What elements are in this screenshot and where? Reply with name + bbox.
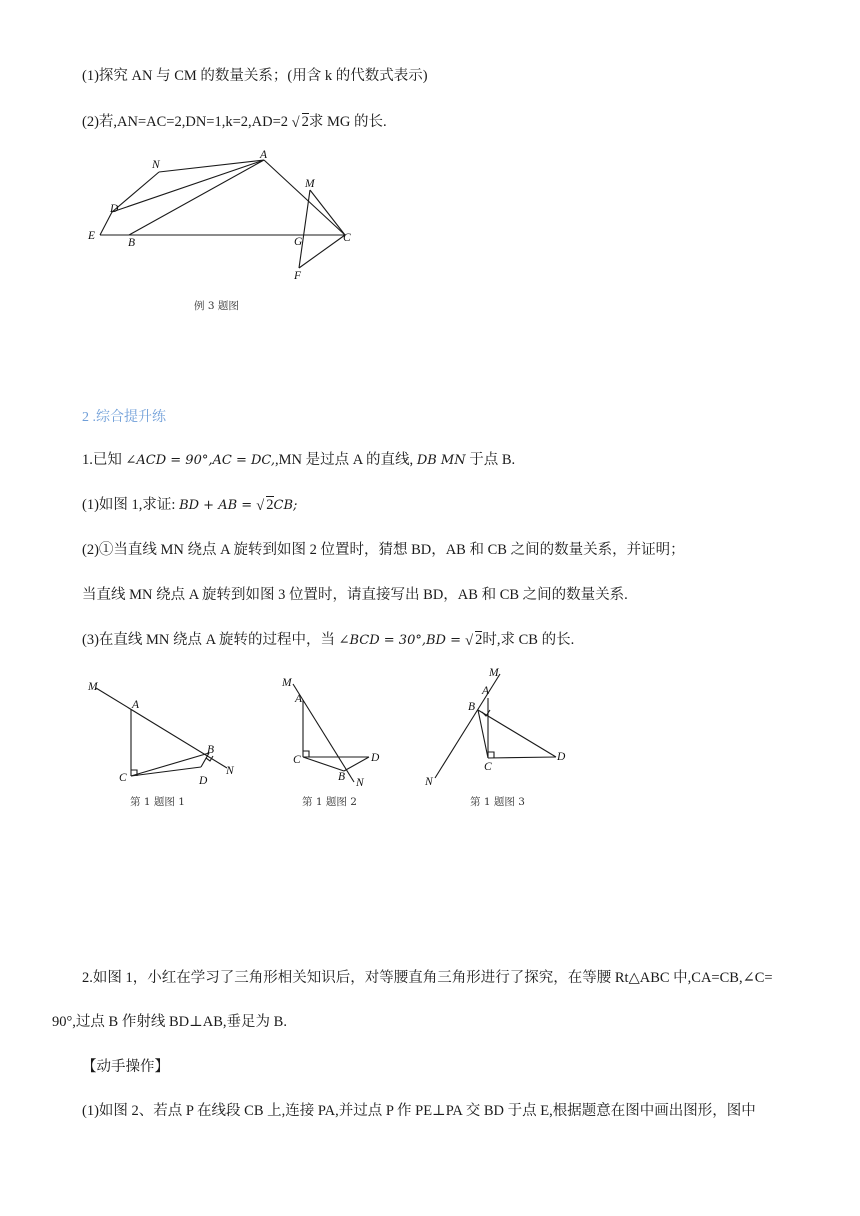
label-A: A <box>132 699 140 711</box>
label-N: N <box>425 776 433 788</box>
figure-1-caption: 第 1 题图 1 <box>130 796 185 808</box>
seg-CB <box>303 757 344 771</box>
p3-sqrt: √ 2 <box>465 632 482 648</box>
label-B: B <box>468 701 476 713</box>
q1-mid: ,MN 是过点 A 的直线, <box>275 452 417 468</box>
seg-CD <box>488 757 556 758</box>
question-1-part-1 <box>82 495 297 516</box>
label-G: G <box>294 236 303 248</box>
question-2-section-label: 【动手操作】 <box>82 1059 169 1075</box>
label-N: N <box>356 777 364 789</box>
figure-3-caption: 第 1 题图 3 <box>470 796 525 808</box>
label-C: C <box>119 772 127 784</box>
p1-math: BD + AB = <box>179 498 257 513</box>
label-D: D <box>371 752 380 764</box>
question-1-stem <box>82 450 515 471</box>
seg-BC <box>478 710 488 758</box>
seg-CD <box>131 767 201 776</box>
seg-MC <box>310 190 345 235</box>
q1-math2: DB MN <box>416 453 466 468</box>
figure-2-caption: 第 1 题图 2 <box>302 796 357 808</box>
seg-MF <box>299 190 310 268</box>
right-angle-mark-b <box>482 710 490 716</box>
example-3-figure <box>82 148 372 318</box>
label-D: D <box>199 775 208 787</box>
figure-1 <box>82 668 242 813</box>
seg-DA <box>112 160 264 212</box>
question-1-part-2: (2)①当直线 MN 绕点 A 旋转到如图 2 位置时，猜想 BD，AB 和 CB 之间的数量关系，并证明； <box>82 542 685 558</box>
section-heading: 2 .综合提升练 <box>82 410 166 425</box>
sqrt-expression: √ 2 <box>292 114 309 130</box>
part-2-end: 求 MG 的长. <box>308 114 387 130</box>
seg-CB <box>131 753 209 776</box>
p3-end: 时,求 CB 的长. <box>482 632 575 648</box>
label-B: B <box>128 237 136 249</box>
label-N: N <box>226 765 234 777</box>
q1-math: ∠ACD = 90°,AC = DC, <box>125 453 276 468</box>
seg-BA <box>129 160 264 235</box>
p1-math2: CB; <box>273 498 298 513</box>
figure-2 <box>276 668 406 813</box>
q1-pre: 1.已知 <box>82 452 126 468</box>
label-D: D <box>110 203 119 215</box>
p3-math: ∠BCD = 30°,BD = <box>338 633 466 648</box>
question-part-2 <box>82 112 387 132</box>
p1-pre: (1)如图 1,求证: <box>82 497 180 513</box>
label-C: C <box>484 761 492 773</box>
label-B: B <box>207 744 215 756</box>
label-E: E <box>88 230 96 242</box>
line-MN <box>293 684 354 782</box>
label-M: M <box>305 178 315 190</box>
seg-BD <box>344 757 369 771</box>
label-M: M <box>88 681 98 693</box>
seg-DE <box>100 212 112 235</box>
seg-AC <box>264 160 345 235</box>
label-M: M <box>489 667 499 679</box>
label-C: C <box>343 232 351 244</box>
question-2-part-1: (1)如图 2、若点 P 在线段 CB 上,连接 PA,并过点 P 作 PE⊥PA 交 BD 于点 E,根据题意在图中画出图形，图中 <box>82 1103 756 1119</box>
question-1-part-2b: 当直线 MN 绕点 A 旋转到如图 3 位置时，请直接写出 BD，AB 和 CB 之间的数量关系. <box>82 587 628 603</box>
q1-end: 于点 B. <box>465 452 516 468</box>
part-2-text: (2)若,AN=AC=2,DN=1,k=2,AD=2 <box>82 114 292 130</box>
seg-NA <box>159 160 264 172</box>
p1-sqrt: √ 2 <box>256 497 273 513</box>
label-B: B <box>338 771 346 783</box>
label-C: C <box>293 754 301 766</box>
label-D: D <box>557 751 566 763</box>
label-A: A <box>482 685 490 697</box>
label-A: A <box>260 149 268 161</box>
p3-pre: (3)在直线 MN 绕点 A 旋转的过程中，当 <box>82 632 339 648</box>
label-F: F <box>294 270 302 282</box>
figure-caption: 例 3 题图 <box>194 300 239 312</box>
question-2-line-2: 90°,过点 B 作射线 BD⊥AB,垂足为 B. <box>52 1014 287 1030</box>
right-angle-mark <box>488 752 494 758</box>
label-A: A <box>295 693 303 705</box>
question-1-part-3 <box>82 630 574 651</box>
label-N: N <box>152 159 160 171</box>
seg-ND <box>112 172 159 212</box>
figure-3 <box>420 660 580 813</box>
right-angle-mark <box>303 751 309 757</box>
seg-BD <box>478 710 556 757</box>
question-2-line-1: 2.如图 1，小红在学习了三角形相关知识后，对等腰直角三角形进行了探究，在等腰 Rt△ABC 中,CA=CB,∠C= <box>82 970 773 986</box>
label-M: M <box>282 677 292 689</box>
seg-FC <box>299 235 345 268</box>
question-part-1: (1)探究 AN 与 CM 的数量关系；(用含 k 的代数式表示) <box>82 68 428 84</box>
